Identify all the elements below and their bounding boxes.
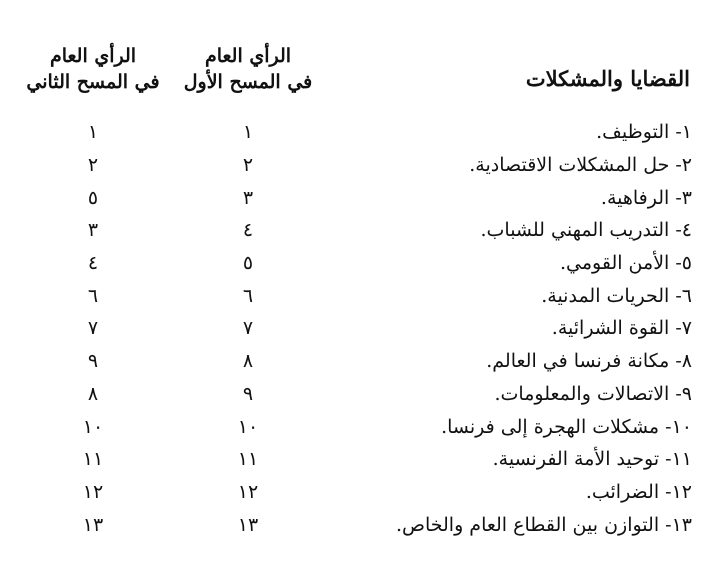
second-survey-rank: ١٣: [82, 513, 104, 536]
table-row: [18, 410, 708, 443]
issue-cell: ٥- الأمن القومي.: [559, 252, 692, 275]
first-survey-rank: ١: [242, 121, 254, 144]
issue-cell: ٩- الاتصالات والمعلومات.: [494, 382, 692, 405]
second-survey-rank: ١٢: [82, 480, 104, 503]
issue-cell: ١٢- الضرائب.: [585, 480, 692, 503]
first-survey-rank: ٧: [242, 317, 254, 340]
first-survey-rank: ٨: [242, 350, 254, 373]
first-survey-rank: ٥: [242, 252, 254, 275]
issue-cell: ٢- حل المشكلات الاقتصادية.: [469, 154, 692, 177]
issue-cell: ٤- التدريب المهني للشباب.: [480, 219, 692, 242]
table-row: [18, 149, 708, 182]
second-survey-rank: ٤: [87, 252, 99, 275]
table-row: [18, 214, 708, 247]
second-survey-rank: ١: [87, 121, 99, 144]
issues-ranking-table: [18, 22, 708, 541]
second-survey-rank: ٩: [87, 350, 99, 373]
first-survey-rank: ٤: [242, 219, 254, 242]
first-survey-rank: ٩: [242, 382, 254, 405]
second-survey-rank: ٦: [87, 284, 99, 307]
second-survey-rank: ٥: [87, 186, 99, 209]
table-row: [18, 476, 708, 509]
issue-cell: ٨- مكانة فرنسا في العالم.: [486, 350, 692, 373]
issue-cell: ١٠- مشكلات الهجرة إلى فرنسا.: [441, 415, 692, 438]
second-survey-rank: ٧: [87, 317, 99, 340]
issue-cell: ٣- الرفاهية.: [600, 186, 692, 209]
table-row: [18, 279, 708, 312]
table-row: [18, 345, 708, 378]
header-issues: القضايا والمشكلات: [525, 65, 690, 91]
second-survey-rank: ٣: [87, 219, 99, 242]
table-row: [18, 312, 708, 345]
second-survey-rank: ١٠: [82, 415, 104, 438]
table-header-row: [18, 22, 708, 116]
issue-cell: ٦- الحريات المدنية.: [541, 284, 692, 307]
first-survey-rank: ١٣: [237, 513, 259, 536]
header-first-survey-line1: الرأي العام: [204, 45, 292, 67]
table-row: [18, 116, 708, 149]
table-row: [18, 508, 708, 541]
issue-cell: ٧- القوة الشرائية.: [551, 317, 692, 340]
issue-cell: ١- التوظيف.: [596, 121, 692, 144]
first-survey-rank: ٣: [242, 186, 254, 209]
second-survey-rank: ١١: [82, 448, 104, 471]
first-survey-rank: ٦: [242, 284, 254, 307]
header-first-survey-line2: في المسح الأول: [183, 71, 313, 93]
second-survey-rank: ٢: [87, 154, 99, 177]
second-survey-rank: ٨: [87, 382, 99, 405]
issue-cell: ١١- توحيد الأمة الفرنسية.: [492, 448, 692, 471]
header-second-survey-line1: الرأي العام: [49, 45, 137, 67]
header-first-survey: [168, 22, 328, 116]
first-survey-rank: ١١: [237, 448, 259, 471]
first-survey-rank: ١٢: [237, 480, 259, 503]
header-second-survey: [18, 22, 168, 116]
table-row: [18, 181, 708, 214]
first-survey-rank: ١٠: [237, 415, 259, 438]
first-survey-rank: ٢: [242, 154, 254, 177]
table-row: [18, 247, 708, 280]
header-second-survey-line2: في المسح الثاني: [26, 71, 160, 93]
table-row: [18, 443, 708, 476]
issue-cell: ١٣- التوازن بين القطاع العام والخاص.: [395, 513, 692, 536]
table-row: [18, 378, 708, 411]
